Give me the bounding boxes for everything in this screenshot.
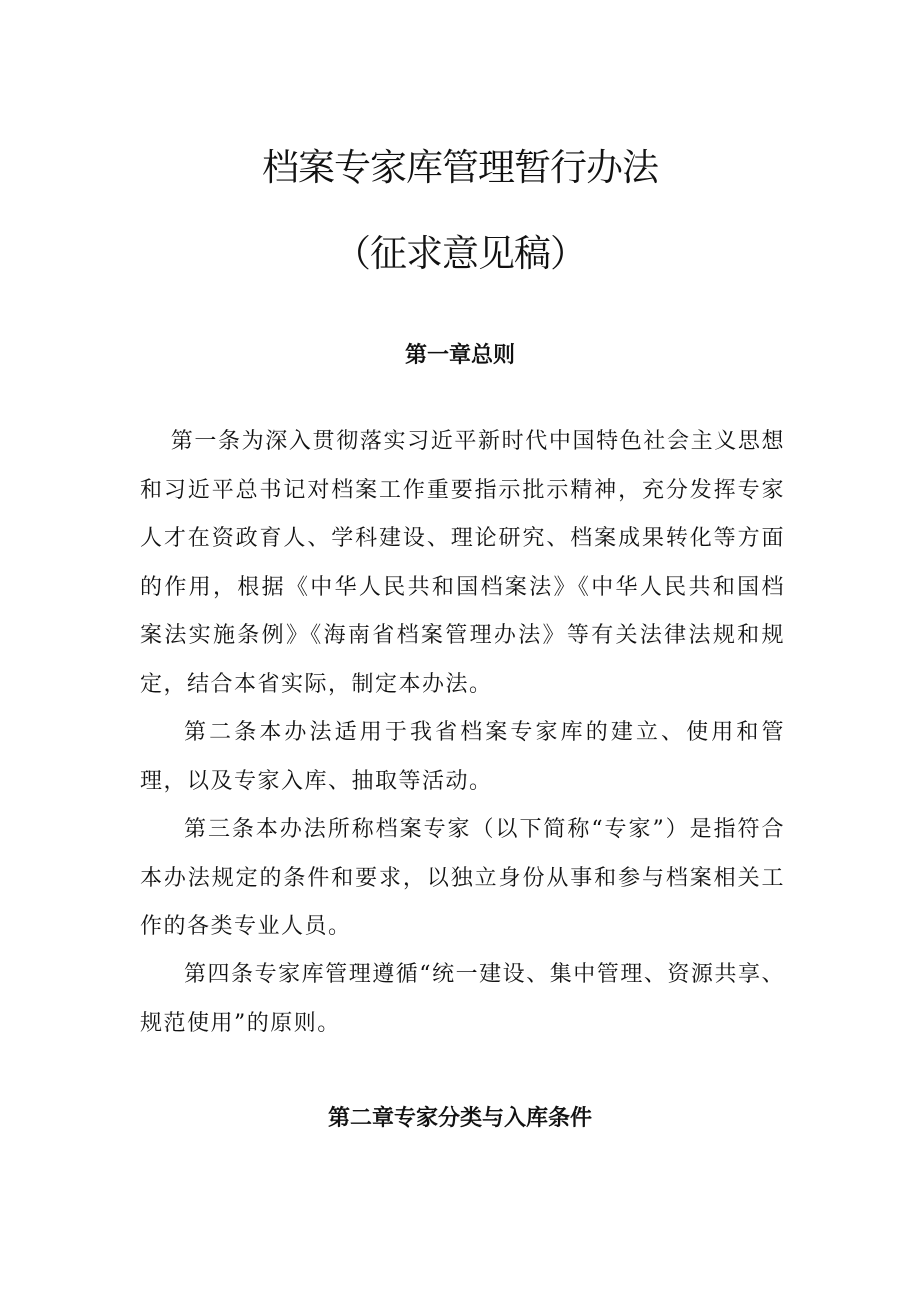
article-paragraph: 第四条专家库管理遵循“统一建设、集中管理、资源共享、规范使用”的原则。 bbox=[140, 962, 785, 1036]
chapter-heading: 第二章专家分类与入库条件 bbox=[327, 1105, 592, 1131]
document-title: 档案专家库管理暂行办法 bbox=[262, 146, 658, 189]
article-paragraph: 第二条本办法适用于我省档案专家库的建立、使用和管理，以及专家入库、抽取等活动。 bbox=[140, 720, 785, 794]
article-paragraph: 第一条为深入贯彻落实习近平新时代中国特色社会主义思想和习近平总书记对档案工作重要指示批示精神，充分发挥专家人才在资政育人、学科建设、理论研究、档案成果转化等方面的作用，根据《中华人民共和国档案法》《中华人民共和国档案法实施条例》《海南省档案管理办法》等有关法律法规和规定，结合本省实际，制定本办法。 bbox=[140, 429, 785, 697]
document-subtitle: （征求意见稿） bbox=[334, 232, 586, 275]
article-paragraph: 第三条本办法所称档案专家（以下简称“专家”）是指符合本办法规定的条件和要求，以独立身份从事和参与档案相关工作的各类专业人员。 bbox=[140, 817, 785, 939]
chapter-heading: 第一章总则 bbox=[404, 342, 515, 368]
